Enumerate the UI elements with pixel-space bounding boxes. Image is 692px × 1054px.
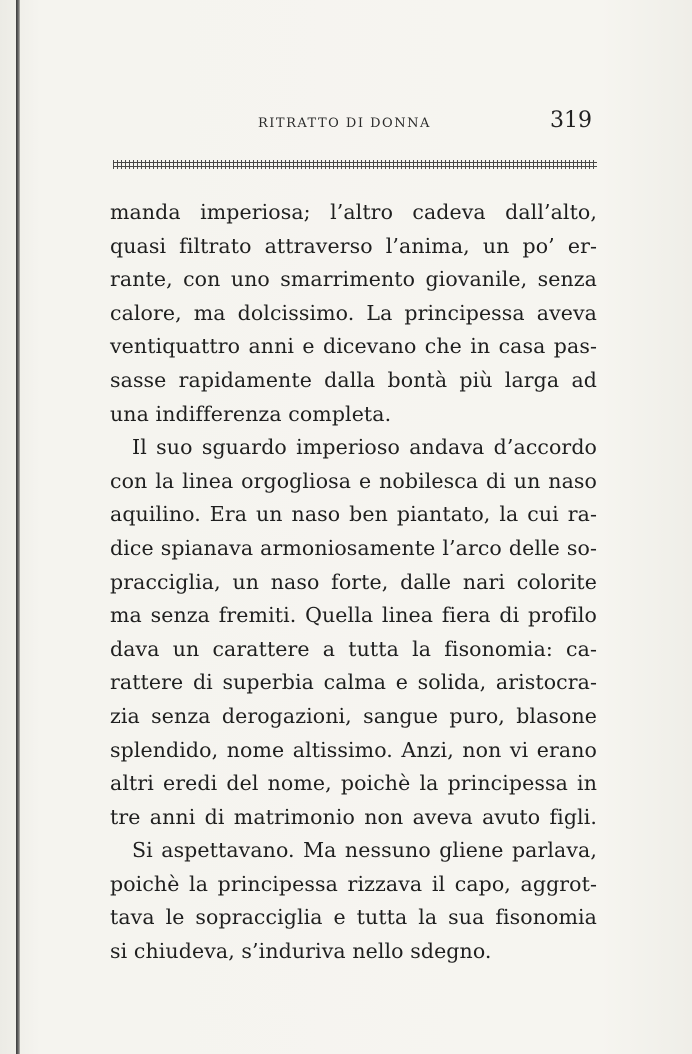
text-line: aquilino. Era un naso ben piantato, la cui ra- [110, 502, 597, 527]
text-line: pracciglia, un naso forte, dalle nari colorite [110, 569, 597, 594]
body-text [110, 196, 597, 969]
page-binding-edge [16, 0, 20, 1054]
text-line: dava un carattere a tutta la fisonomia: ca- [110, 636, 597, 661]
header-ornamental-rule [113, 160, 597, 169]
text-line: tre anni di matrimonio non aveva avuto figli. [110, 804, 597, 829]
text-line: rattere di superbia calma e solida, aristocra- [110, 670, 597, 695]
text-line: poichè la principessa rizzava il capo, aggrot- [110, 871, 597, 896]
text-line: altri eredi del nome, poichè la principessa in [110, 771, 597, 796]
text-line: manda imperiosa; l’altro cadeva dall’alto, [110, 200, 597, 224]
text-line: rante, con uno smarrimento giovanile, senza [110, 267, 597, 292]
text-line: si chiudeva, s’induriva nello sdegno. [110, 939, 492, 964]
text-line: ma senza fremiti. Quella linea fiera di profilo [110, 603, 597, 628]
text-line: quasi filtrato attraverso l’anima, un po’ er- [110, 233, 597, 258]
text-line: calore, ma dolcissimo. La principessa aveva [110, 300, 597, 325]
paragraph-start-line: Il suo sguardo imperioso andava d’accordo [132, 435, 597, 460]
text-line: tava le sopracciglia e tutta la sua fisonomia [110, 905, 597, 930]
text-line: con la linea orgogliosa e nobilesca di un naso [110, 468, 597, 493]
text-line: splendido, nome altissimo. Anzi, non vi erano [110, 737, 597, 762]
text-line: una indifferenza completa. [110, 401, 392, 426]
text-line: dice spianava armoniosamente l’arco delle so- [110, 535, 597, 560]
text-line: ventiquattro anni e dicevano che in casa pas- [110, 334, 597, 359]
text-line: zia senza derogazioni, sangue puro, blasone [110, 703, 597, 728]
text-line: sasse rapidamente dalla bontà più larga ad [110, 367, 597, 392]
page-header [110, 108, 600, 148]
page-number: 319 [550, 108, 592, 133]
running-title: RITRATTO DI DONNA [258, 116, 431, 131]
paragraph-start-line: Si aspettavano. Ma nessuno gliene parlava, [132, 838, 597, 863]
